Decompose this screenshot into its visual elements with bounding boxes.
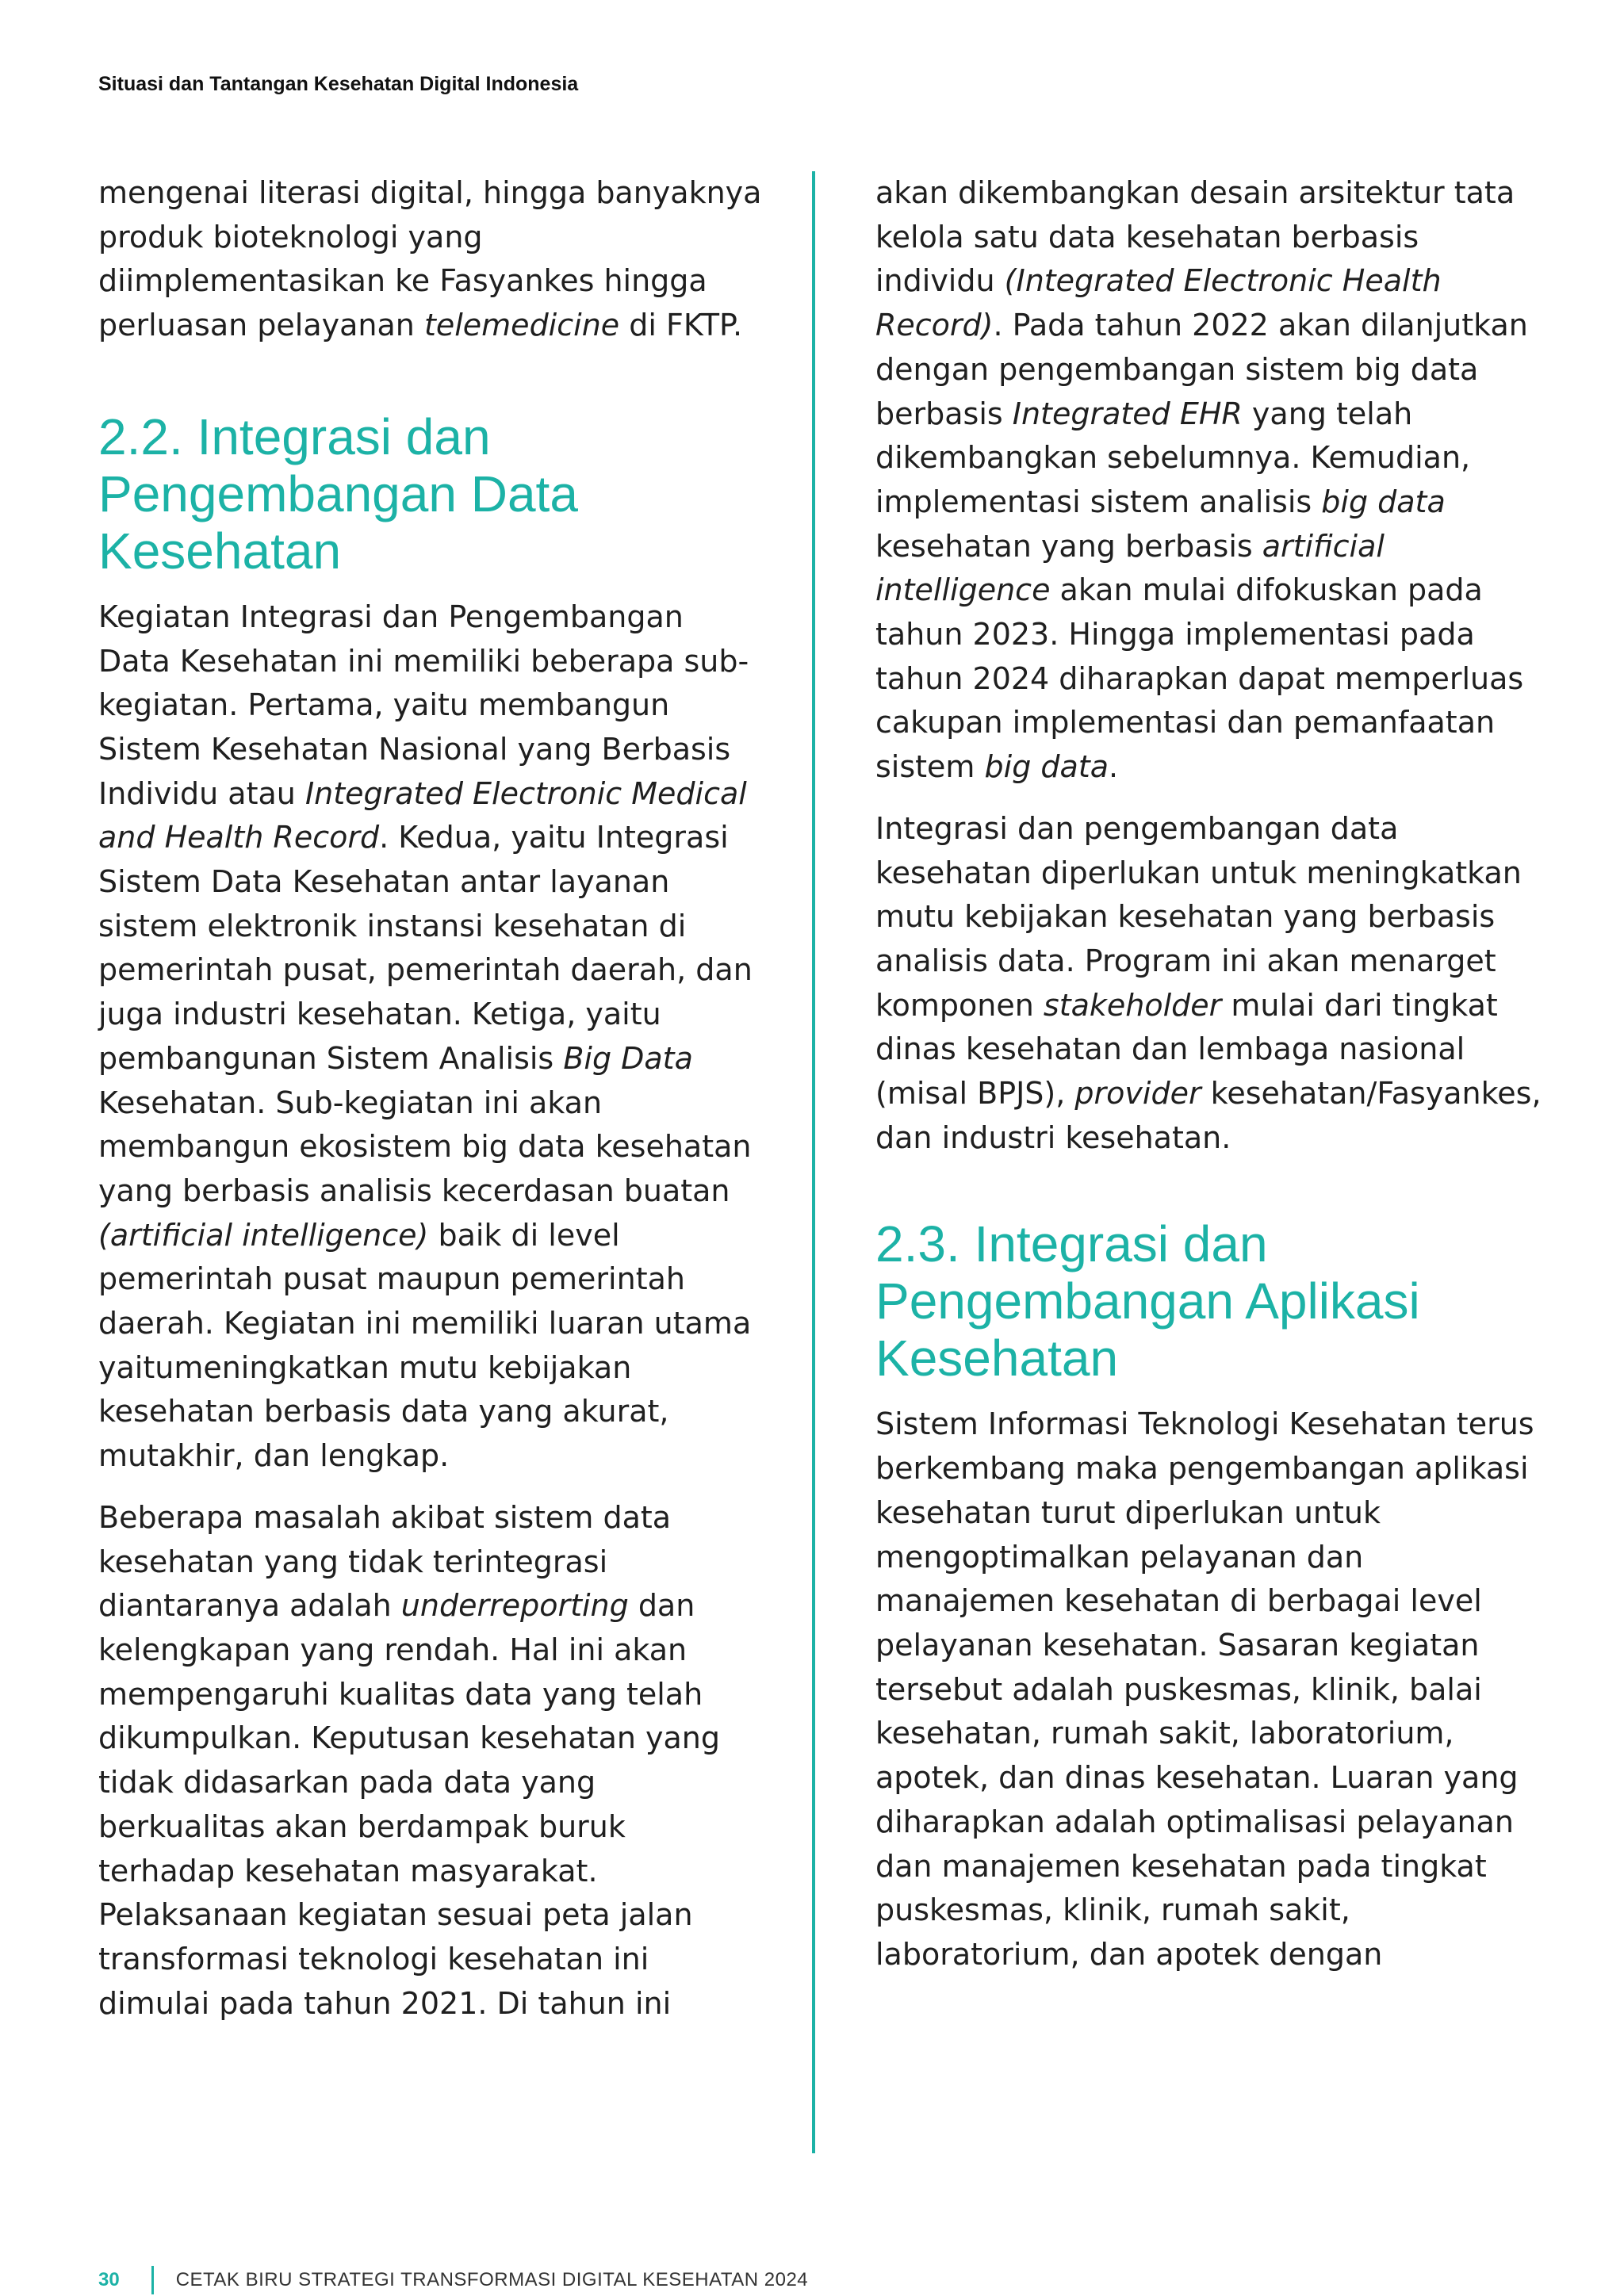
document-title: CETAK BIRU STRATEGI TRANSFORMASI DIGITAL KESEHATAN 2024 [175, 2269, 809, 2290]
paragraph-masalah-data: Beberapa masalah akibat sistem data kesehatan yang tidak terintegrasi diantaranya adalah underreporting dan kelengkapan yang rendah. Hal ini akan mempengaruhi kualitas data yang telah dikumpulkan. Keputusan kesehatan yang tidak didasarkan pada data yang berkualitas akan berdampak buruk terhadap kesehatan masyarakat. Pelaksanaan kegiatan sesuai peta jalan transformasi teknologi kesehatan ini dimulai pada tahun 2021. Di tahun ini [98, 1499, 720, 2021]
column-divider [812, 171, 815, 2153]
paragraph-integrasi-data: Kegiatan Integrasi dan Pengembangan Data Kesehatan ini memiliki beberapa sub-kegiatan. Pertama, yaitu membangun Sistem Kesehatan Nasional yang Berbasis Individu atau Integrated Electronic Medical and Health Record. Kedua, yaitu Integrasi Sistem Data Kesehatan antar layanan sistem elektronik instansi kesehatan di pemerintah pusat, pemerintah daerah, dan juga industri kesehatan. Ketiga, yaitu pembangunan Sistem Analisis Big Data Kesehatan. Sub-kegiatan ini akan membangun ekosistem big data kesehatan yang berbasis analisis kecerdasan buatan (artificial intelligence) baik di level pemerintah pusat maupun pemerintah daerah. Kegiatan ini memiliki luaran utama yaitumeningkatkan mutu kebijakan kesehatan berbasis data yang akurat, mutakhir, dan lengkap. [98, 599, 753, 1474]
page-footer [98, 2266, 808, 2294]
page-number: 30 [98, 2269, 120, 2290]
section-heading-2-2: 2.2. Integrasi dan Pengembangan Data Kesehatan [98, 408, 578, 580]
section-heading-2-3: 2.3. Integrasi dan Pengembangan Aplikasi Kesehatan [875, 1215, 1420, 1387]
running-header: Situasi dan Tantangan Kesehatan Digital Indonesia [98, 73, 579, 95]
paragraph-desain-arsitektur: akan dikembangkan desain arsitektur tata kelola satu data kesehatan berbasis individu (Integrated Electronic Health Record). Pada tahun 2022 akan dilanjutkan dengan pengembangan sistem big data berbasis Integrated EHR yang telah dikembangkan sebelumnya. Kemudian, implementasi sistem analisis big data kesehatan yang berbasis artificial intelligence akan mulai difokuskan pada tahun 2023. Hingga implementasi pada tahun 2024 diharapkan dapat memperluas cakupan implementasi dan pemanfaatan sistem big data. [875, 175, 1528, 785]
paragraph-aplikasi-kesehatan: Sistem Informasi Teknologi Kesehatan terus berkembang maka pengembangan aplikasi kesehatan turut diperlukan untuk mengoptimalkan pelayanan dan manajemen kesehatan di berbagai level pelayanan kesehatan. Sasaran kegiatan tersebut adalah puskesmas, klinik, balai kesehatan, rumah sakit, laboratorium, apotek, dan dinas kesehatan. Luaran yang diharapkan adalah optimalisasi pelayanan dan manajemen kesehatan pada tingkat puskesmas, klinik, rumah sakit, laboratorium, dan apotek dengan [875, 1406, 1534, 1972]
paragraph-literasi: mengenai literasi digital, hingga banyaknya produk bioteknologi yang diimplementasikan ke Fasyankes hingga perluasan pelayanan telemedicine di FKTP. [98, 175, 762, 343]
left-column [98, 171, 764, 2043]
footer-separator [151, 2266, 154, 2294]
right-column [875, 171, 1542, 1995]
paragraph-stakeholder: Integrasi dan pengembangan data kesehatan diperlukan untuk meningkatkan mutu kebijakan kesehatan yang berbasis analisis data. Program ini akan menarget komponen stakeholder mulai dari tingkat dinas kesehatan dan lembaga nasional (misal BPJS), provider kesehatan/Fasyankes, dan industri kesehatan. [875, 810, 1542, 1155]
